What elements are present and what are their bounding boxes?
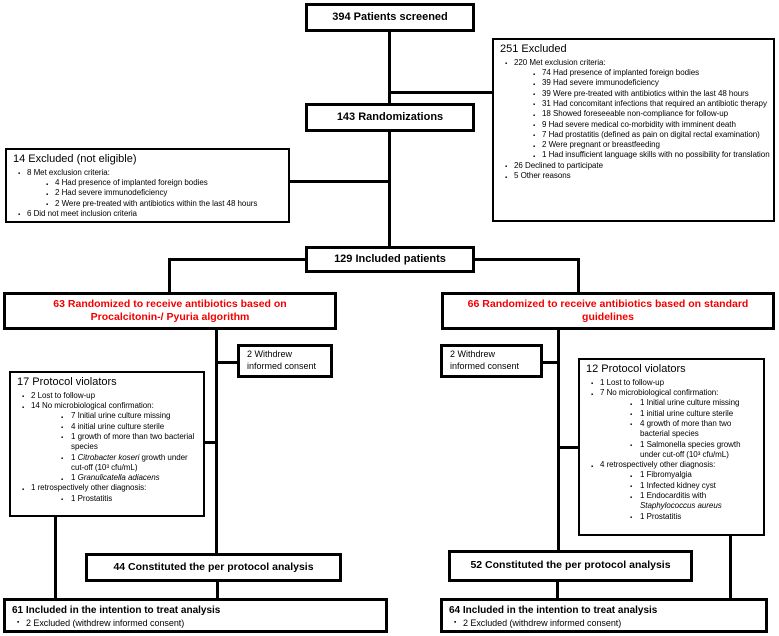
arm-standard-label	[468, 298, 749, 324]
bullet-item: ▪ 8 Met exclusion criteria:	[11, 168, 286, 178]
box-arm-standard-guidelines	[441, 292, 775, 330]
itt-standard-title: 64 Included in the intention to treat analysis	[449, 605, 658, 616]
connector-line	[577, 258, 580, 294]
bullet-item: ▪ 1 Had insufficient language skills with no possibility for translation	[498, 150, 771, 160]
connector-line	[168, 258, 171, 294]
bullet-item: ▪ 1 Prostatitis	[15, 494, 201, 504]
withdrew-algorithm-line2: informed consent	[247, 361, 317, 371]
bullet-item: ▪ 1 Infected kidney cyst	[584, 481, 761, 491]
connector-line	[388, 132, 391, 246]
excluded-not-eligible-title: 14 Excluded (not eligible)	[13, 153, 137, 165]
bullet-item: ▪ 1 Fibromyalgia	[584, 470, 761, 480]
bullet-item: ▪ 4 growth of more than two bacterial species	[584, 419, 761, 440]
itt-algorithm-list	[12, 618, 381, 630]
bullet-item: ▪ 2 Were pre-treated with antibiotics within the last 48 hours	[11, 199, 286, 209]
bullet-item: ▪ 1 initial urine culture sterile	[584, 409, 761, 419]
bullet-item: ▪ 1 growth of more than two bacterial species	[15, 432, 201, 453]
bullet-item: ▪ 1 Prostatitis	[584, 512, 761, 522]
included-patients-label: 129 Included patients	[334, 252, 446, 265]
box-withdrew-consent-standard	[440, 344, 543, 378]
arm-procalcitonin-line2: Procalcitonin-/ Pyuria algorithm	[90, 311, 250, 323]
bullet-item: ▪ 7 No microbiological confirmation:	[584, 388, 761, 398]
protocol-violators-standard-list	[584, 378, 761, 522]
bullet-item: ▪ 6 Did not meet inclusion criteria	[11, 209, 286, 219]
connector-line	[388, 91, 494, 94]
box-withdrew-consent-algorithm	[237, 344, 333, 378]
bullet-item: ▪ 2 Lost to follow-up	[15, 391, 201, 401]
excluded-screening-list	[498, 58, 771, 182]
bullet-item: ▪ 74 Had presence of implanted foreign bodies	[498, 68, 771, 78]
arm-standard-line2: guidelines	[582, 311, 634, 323]
excluded-screening-title: 251 Excluded	[500, 43, 567, 55]
bullet-item: ▪ 7 Had prostatitis (defined as pain on digital rectal examination)	[498, 130, 771, 140]
box-per-protocol-algorithm	[85, 553, 342, 582]
arm-procalcitonin-line1: 63 Randomized to receive antibiotics based on	[53, 297, 287, 310]
bullet-item: ▪ 4 retrospectively other diagnosis:	[584, 460, 761, 470]
connector-line	[556, 580, 559, 600]
withdrew-algorithm-line1: 2 Withdrew	[247, 349, 293, 360]
itt-standard-list	[449, 618, 761, 630]
patients-screened-label: 394 Patients screened	[332, 10, 448, 23]
bullet-item: ▪ 7 Initial urine culture missing	[15, 411, 201, 421]
bullet-item: ▪ 2 Excluded (withdrew informed consent)	[449, 618, 761, 630]
arm-standard-line1: 66 Randomized to receive antibiotics based on standard	[467, 297, 749, 310]
box-intention-to-treat-algorithm	[3, 598, 388, 633]
connector-line	[216, 580, 219, 600]
excluded-not-eligible-list	[11, 168, 286, 219]
bullet-item: ▪ 39 Had severe immunodeficiency	[498, 78, 771, 88]
box-excluded-not-eligible	[5, 148, 290, 223]
bullet-item: ▪ 1 Endocarditis with Staphylococcus aureus	[584, 491, 761, 512]
itt-algorithm-title: 61 Included in the intention to treat analysis	[12, 605, 221, 616]
bullet-item: ▪ 4 Had presence of implanted foreign bodies	[11, 178, 286, 188]
connector-line	[54, 516, 57, 600]
bullet-item: ▪ 5 Other reasons	[498, 171, 771, 181]
per-protocol-standard-label: 52 Constituted the per protocol analysis	[470, 559, 671, 572]
connector-line	[557, 446, 580, 449]
arm-procalcitonin-label	[53, 298, 286, 324]
bullet-item: ▪ 1 Granulicatella adiacens	[15, 473, 201, 483]
box-protocol-violators-algorithm	[9, 371, 205, 517]
box-per-protocol-standard	[448, 550, 693, 582]
connector-line	[203, 441, 217, 444]
connector-line	[729, 534, 732, 600]
bullet-item: ▪ 1 retrospectively other diagnosis:	[15, 483, 201, 493]
bullet-item: ▪ 220 Met exclusion criteria:	[498, 58, 771, 68]
bullet-item: ▪ 39 Were pre-treated with antibiotics within the last 48 hours	[498, 89, 771, 99]
withdrew-standard-line2: informed consent	[450, 361, 520, 371]
connector-line	[168, 258, 307, 261]
bullet-item: ▪ 4 initial urine culture sterile	[15, 422, 201, 432]
box-intention-to-treat-standard	[440, 598, 768, 633]
bullet-item: ▪ 1 Salmonella species growth under cut-off (10³ cfu/mL)	[584, 440, 761, 461]
bullet-item: ▪ 18 Showed foreseeable non-compliance for follow-up	[498, 109, 771, 119]
bullet-item: ▪ 2 Were pregnant or breastfeeding	[498, 140, 771, 150]
connector-line	[288, 180, 390, 183]
protocol-violators-standard-title: 12 Protocol violators	[586, 363, 686, 375]
box-protocol-violators-standard	[578, 358, 765, 536]
connector-line	[541, 361, 559, 364]
protocol-violators-algorithm-title: 17 Protocol violators	[17, 376, 117, 388]
bullet-item: ▪ 14 No microbiological confirmation:	[15, 401, 201, 411]
randomizations-label: 143 Randomizations	[336, 110, 444, 123]
box-patients-screened	[305, 3, 475, 32]
box-arm-procalcitonin-pyuria	[3, 292, 337, 330]
box-included-patients	[305, 246, 475, 273]
box-excluded-screening	[492, 38, 775, 222]
bullet-item: ▪ 26 Declined to participate	[498, 161, 771, 171]
withdrew-standard-line1: 2 Withdrew	[450, 349, 496, 360]
withdrew-consent-standard-label	[450, 349, 519, 372]
bullet-item: ▪ 2 Had severe immunodeficiency	[11, 188, 286, 198]
bullet-item: ▪ 1 Citrobacter koseri growth under cut-off (10³ cfu/mL)	[15, 453, 201, 474]
connector-line	[473, 258, 579, 261]
bullet-item: ▪ 1 Initial urine culture missing	[584, 398, 761, 408]
per-protocol-algorithm-label: 44 Constituted the per protocol analysis	[113, 560, 314, 573]
protocol-violators-algorithm-list	[15, 391, 201, 504]
withdrew-consent-algorithm-label	[247, 349, 316, 372]
box-randomizations	[305, 103, 475, 132]
bullet-item: ▪ 31 Had concomitant infections that required an antibiotic therapy	[498, 99, 771, 109]
bullet-item: ▪ 2 Excluded (withdrew informed consent)	[12, 618, 381, 630]
bullet-item: ▪ 9 Had severe medical co-morbidity with imminent death	[498, 120, 771, 130]
bullet-item: ▪ 1 Lost to follow-up	[584, 378, 761, 388]
